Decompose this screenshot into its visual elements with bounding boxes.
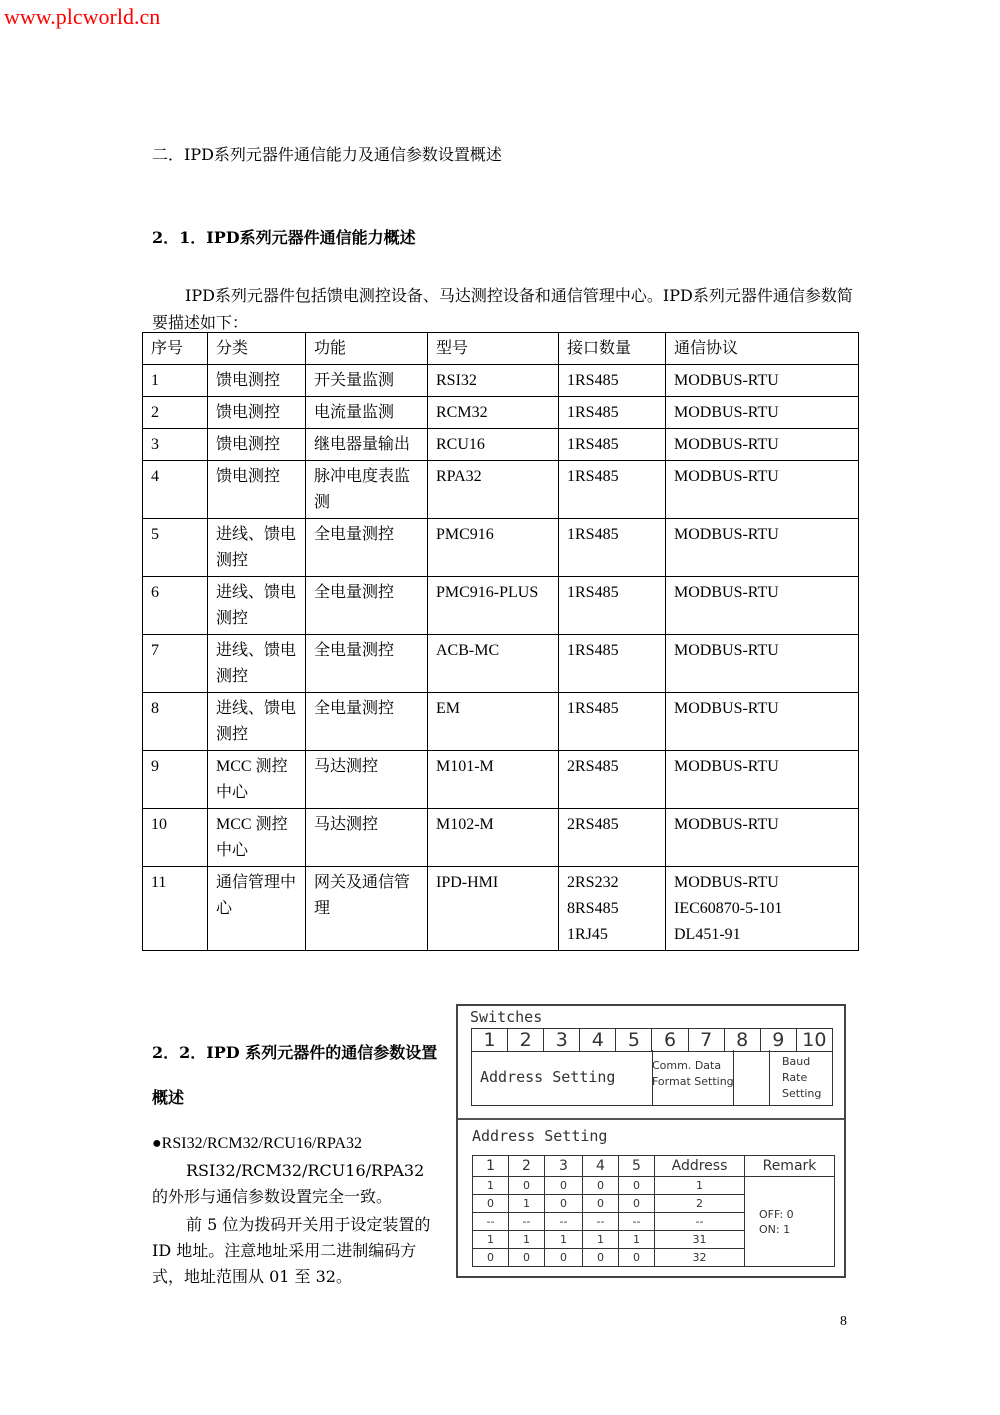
subsection-title-2-2: 2．2．IPD 系列元器件的通信参数设置概述 xyxy=(152,1043,438,1107)
table-cell: M101-M xyxy=(428,751,559,809)
table-cell: 1RS485 xyxy=(559,635,666,693)
switch-number: 7 xyxy=(689,1029,725,1051)
table-cell: 1RS485 xyxy=(559,693,666,751)
table-cell: 9 xyxy=(143,751,208,809)
address-cell: 1 xyxy=(509,1231,545,1249)
address-cell: 32 xyxy=(655,1249,745,1267)
address-cell: 0 xyxy=(619,1249,655,1267)
address-cell: 0 xyxy=(545,1195,583,1213)
table-cell: RPA32 xyxy=(428,461,559,519)
paragraph-dip-switch: 前 5 位为拨码开关用于设定装置的 ID 地址。注意地址采用二进制编码方式，地址范围从 01 至 32。 xyxy=(152,1215,431,1286)
table-cell: 5 xyxy=(143,519,208,577)
address-cell: 0 xyxy=(473,1195,509,1213)
table-cell: EM xyxy=(428,693,559,751)
switch-number: 4 xyxy=(580,1029,616,1051)
switch-number: 10 xyxy=(802,1029,827,1051)
address-cell: -- xyxy=(509,1213,545,1231)
table-row xyxy=(143,751,859,809)
table-cell: M102-M xyxy=(428,809,559,867)
table-cell: 分类 xyxy=(208,333,306,365)
table-cell: 1 xyxy=(143,365,208,397)
address-cell: 0 xyxy=(545,1249,583,1267)
switch-number: 2 xyxy=(508,1029,544,1051)
address-cell: -- xyxy=(583,1213,619,1231)
address-cell: -- xyxy=(619,1213,655,1231)
switch-number: 5 xyxy=(616,1029,652,1051)
switch-number: 6 xyxy=(652,1029,688,1051)
table-cell: 8 xyxy=(143,693,208,751)
watermark-link[interactable]: www.plcworld.cn xyxy=(4,4,161,29)
address-setting-title: Address Setting xyxy=(472,1127,608,1145)
address-header-cell: 3 xyxy=(545,1156,583,1177)
table-cell: 通信管理中心 xyxy=(208,867,306,951)
table-cell: MODBUS-RTU xyxy=(666,809,859,867)
address-cell: 1 xyxy=(545,1231,583,1249)
switch-diagram xyxy=(456,1004,846,1278)
table-cell: 马达测控 xyxy=(306,809,428,867)
table-cell: MODBUS-RTU xyxy=(666,577,859,635)
subsection-title-2-1: 2．1．IPD系列元器件通信能力概述 xyxy=(152,228,416,247)
address-cell: 1 xyxy=(509,1195,545,1213)
table-cell: 功能 xyxy=(306,333,428,365)
divider xyxy=(769,1050,770,1105)
table-row xyxy=(143,809,859,867)
address-setting-label: Address Setting xyxy=(480,1068,616,1086)
address-cell: 0 xyxy=(545,1177,583,1195)
address-header-cell: 5 xyxy=(619,1156,655,1177)
table-cell: 1RS485 xyxy=(559,461,666,519)
table-cell: 6 xyxy=(143,577,208,635)
address-cell: 2 xyxy=(655,1195,745,1213)
comm-spec-table xyxy=(142,332,859,951)
table-cell: 通信协议 xyxy=(666,333,859,365)
address-header-cell: 1 xyxy=(473,1156,509,1177)
address-cell: -- xyxy=(473,1213,509,1231)
diagram-separator xyxy=(458,1118,844,1120)
table-cell: 全电量测控 xyxy=(306,693,428,751)
address-header-row xyxy=(473,1156,835,1177)
table-cell: MODBUS-RTU xyxy=(666,429,859,461)
table-cell: 继电器量输出 xyxy=(306,429,428,461)
switch-number: 9 xyxy=(761,1029,797,1051)
table-cell: PMC916-PLUS xyxy=(428,577,559,635)
table-cell: 脉冲电度表监测 xyxy=(306,461,428,519)
table-cell: MODBUS-RTU xyxy=(666,635,859,693)
table-cell: 3 xyxy=(143,429,208,461)
address-cell: 31 xyxy=(655,1231,745,1249)
table-cell: 全电量测控 xyxy=(306,635,428,693)
table-row xyxy=(143,519,859,577)
table-cell: 进线、馈电测控 xyxy=(208,519,306,577)
switch-number: 1 xyxy=(472,1029,508,1051)
table-cell: 7 xyxy=(143,635,208,693)
table-row xyxy=(143,365,859,397)
section-title: 二．IPD系列元器件通信能力及通信参数设置概述 xyxy=(152,145,502,164)
address-cell: 0 xyxy=(509,1249,545,1267)
address-header-cell: Remark xyxy=(745,1156,835,1177)
table-cell: MCC 测控中心 xyxy=(208,751,306,809)
table-cell: 进线、馈电测控 xyxy=(208,693,306,751)
table-cell: RCU16 xyxy=(428,429,559,461)
table-cell: 4 xyxy=(143,461,208,519)
address-cell: 0 xyxy=(473,1249,509,1267)
bullet-models: ●RSI32/RCM32/RCU16/RPA32 xyxy=(152,1135,363,1152)
table-cell: 2RS232 8RS485 1RJ45 xyxy=(559,867,666,951)
table-cell: 2 xyxy=(143,397,208,429)
table-cell: 进线、馈电测控 xyxy=(208,577,306,635)
table-cell: MCC 测控中心 xyxy=(208,809,306,867)
address-cell: -- xyxy=(655,1213,745,1231)
table-cell: 马达测控 xyxy=(306,751,428,809)
table-cell: 全电量测控 xyxy=(306,577,428,635)
table-cell: 1RS485 xyxy=(559,577,666,635)
table-cell: MODBUS-RTU xyxy=(666,365,859,397)
table-cell: MODBUS-RTU xyxy=(666,461,859,519)
address-cell: 1 xyxy=(619,1231,655,1249)
address-cell: 0 xyxy=(509,1177,545,1195)
table-cell: MODBUS-RTU xyxy=(666,397,859,429)
table-cell: 馈电测控 xyxy=(208,429,306,461)
address-cell: 0 xyxy=(619,1177,655,1195)
table-row xyxy=(143,635,859,693)
table-cell: 1RS485 xyxy=(559,519,666,577)
switch-function-row xyxy=(471,1050,833,1106)
table-cell: 进线、馈电测控 xyxy=(208,635,306,693)
table-cell: 开关量监测 xyxy=(306,365,428,397)
page-number: 8 xyxy=(840,1314,847,1329)
table-row xyxy=(143,693,859,751)
address-table xyxy=(472,1155,835,1267)
address-header-cell: 4 xyxy=(583,1156,619,1177)
table-row xyxy=(143,461,859,519)
table-cell: 馈电测控 xyxy=(208,365,306,397)
table-cell: IPD-HMI xyxy=(428,867,559,951)
address-header-cell: 2 xyxy=(509,1156,545,1177)
paragraph-appearance: RSI32/RCM32/RCU16/RPA32 的外形与通信参数设置完全一致。 xyxy=(152,1161,425,1206)
address-cell: 0 xyxy=(583,1249,619,1267)
table-cell: RSI32 xyxy=(428,365,559,397)
table-cell: 全电量测控 xyxy=(306,519,428,577)
table-cell: 网关及通信管理 xyxy=(306,867,428,951)
table-cell: 1RS485 xyxy=(559,429,666,461)
switch-number: 3 xyxy=(544,1029,580,1051)
table-cell: 1RS485 xyxy=(559,397,666,429)
address-row xyxy=(473,1177,835,1195)
address-header-cell: Address xyxy=(655,1156,745,1177)
address-cell: -- xyxy=(545,1213,583,1231)
address-cell: 0 xyxy=(583,1195,619,1213)
address-cell: 1 xyxy=(473,1231,509,1249)
table-cell: MODBUS-RTU xyxy=(666,751,859,809)
table-cell: PMC916 xyxy=(428,519,559,577)
table-row xyxy=(143,429,859,461)
remark-cell: OFF: 0 ON: 1 xyxy=(745,1177,835,1267)
intro-paragraph: IPD系列元器件包括馈电测控设备、马达测控设备和通信管理中心。IPD系列元器件通信参数简要描述如下： xyxy=(152,286,853,332)
switch-number-row xyxy=(471,1028,833,1052)
table-row xyxy=(143,867,859,951)
table-cell: 接口数量 xyxy=(559,333,666,365)
address-cell: 1 xyxy=(473,1177,509,1195)
table-header-row xyxy=(143,333,859,365)
table-cell: 1RS485 xyxy=(559,365,666,397)
table-cell: RCM32 xyxy=(428,397,559,429)
table-row xyxy=(143,577,859,635)
address-cell: 1 xyxy=(655,1177,745,1195)
table-cell: 电流量监测 xyxy=(306,397,428,429)
table-cell: 馈电测控 xyxy=(208,461,306,519)
switches-title: Switches xyxy=(470,1008,543,1026)
table-cell: 型号 xyxy=(428,333,559,365)
baud-rate-label: Baud Rate Setting xyxy=(782,1055,822,1100)
table-row xyxy=(143,397,859,429)
address-cell: 1 xyxy=(583,1231,619,1249)
switch-number: 8 xyxy=(725,1029,761,1051)
address-cell: 0 xyxy=(619,1195,655,1213)
table-cell: 2RS485 xyxy=(559,809,666,867)
table-cell: MODBUS-RTU xyxy=(666,693,859,751)
table-cell: ACB-MC xyxy=(428,635,559,693)
table-cell: MODBUS-RTU IEC60870-5-101 DL451-91 xyxy=(666,867,859,951)
address-cell: 0 xyxy=(583,1177,619,1195)
table-cell: 序号 xyxy=(143,333,208,365)
table-cell: MODBUS-RTU xyxy=(666,519,859,577)
comm-format-label: Comm. Data Format Setting xyxy=(652,1059,734,1088)
table-cell: 10 xyxy=(143,809,208,867)
table-cell: 2RS485 xyxy=(559,751,666,809)
table-cell: 11 xyxy=(143,867,208,951)
table-cell: 馈电测控 xyxy=(208,397,306,429)
